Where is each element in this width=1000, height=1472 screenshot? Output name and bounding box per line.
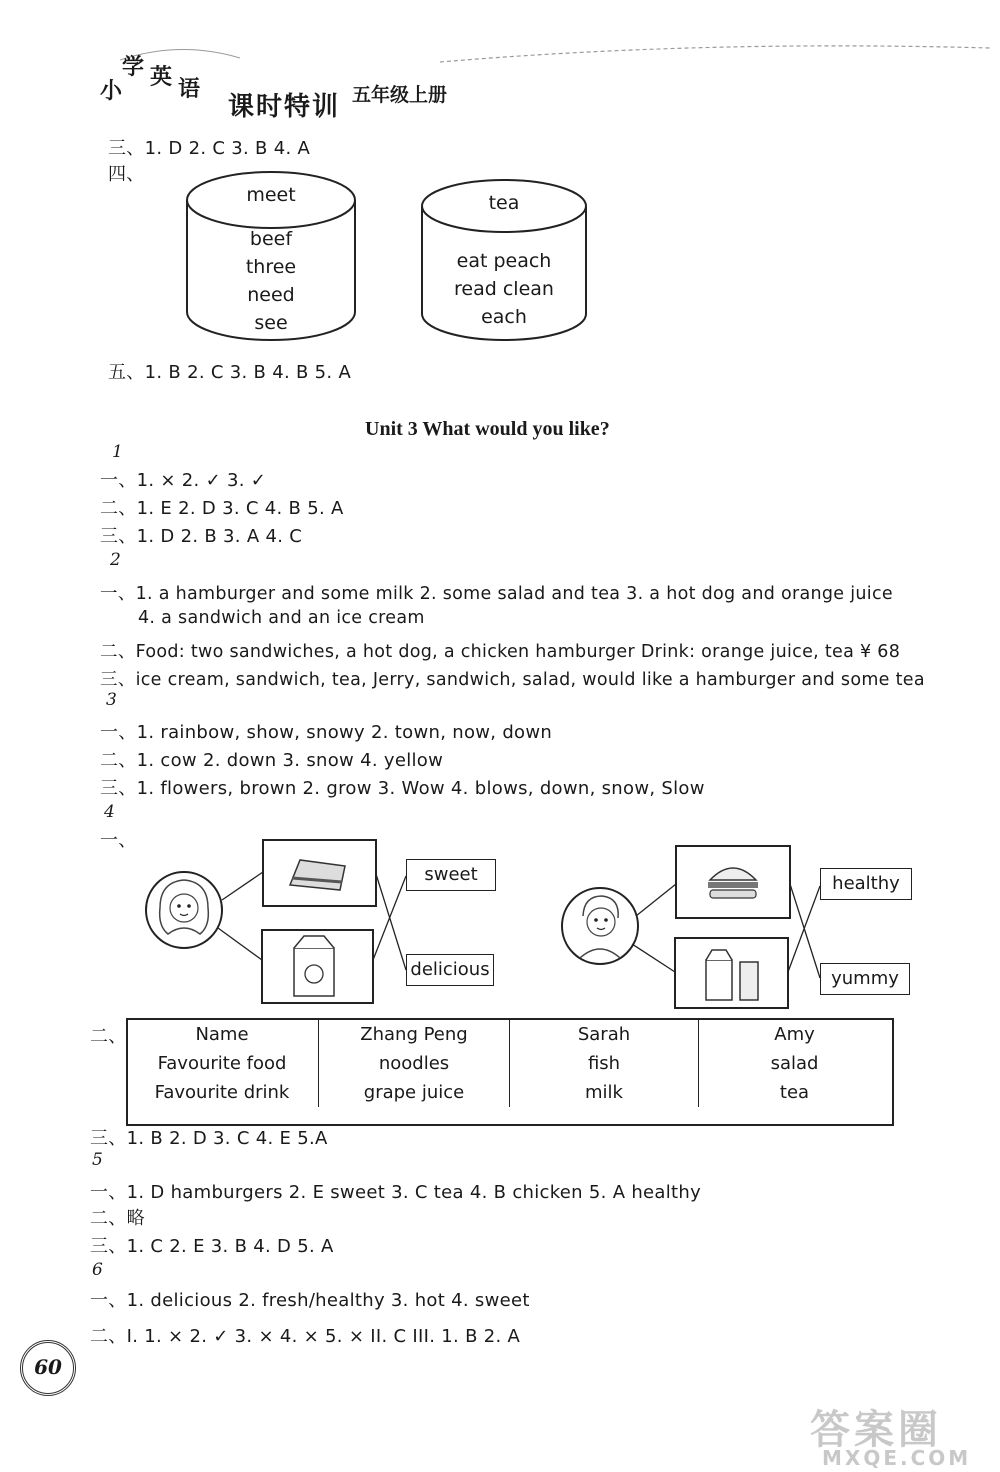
watermark-url: MXQE.COM <box>822 1446 972 1470</box>
answer-line: 4. a sandwich and an ice cream <box>138 608 425 628</box>
word-box-healthy: healthy <box>820 868 912 900</box>
table-cell: Favourite drink <box>154 1082 290 1103</box>
table-cell: Favourite food <box>157 1053 287 1074</box>
section-number: 3 <box>106 690 117 710</box>
answer-line: 二、略 <box>90 1208 145 1229</box>
header-series-char: 语 <box>178 76 201 102</box>
answer-line: 一、1. × 2. ✓ 3. ✓ <box>100 470 267 491</box>
section-label: 一、 <box>100 830 137 851</box>
section-number: 2 <box>110 550 121 570</box>
favourites-table <box>126 1020 890 1107</box>
section-number: 6 <box>92 1260 103 1280</box>
cylinder-word: eat peach <box>456 250 552 272</box>
header-grade: 五年级上册 <box>352 84 448 106</box>
header-series-char: 小 <box>100 78 123 104</box>
answer-line: 一、1. rainbow, show, snowy 2. town, now, down <box>100 722 553 743</box>
answer-line: 五、1. B 2. C 3. B 4. B 5. A <box>108 362 352 383</box>
table-cell: grape juice <box>319 1078 510 1107</box>
section-number: 4 <box>104 802 115 822</box>
word-box-yummy: yummy <box>820 963 910 995</box>
cylinder-head-word: meet <box>246 184 296 206</box>
answer-line: 一、1. a hamburger and some milk 2. some salad and tea 3. a hot dog and orange juice <box>100 584 893 604</box>
table-cell: Zhang Peng <box>319 1020 510 1049</box>
cylinder-word: each <box>481 306 527 328</box>
word-cylinder-meet <box>185 170 357 342</box>
sandwich-icon <box>290 860 345 890</box>
cylinder-word: read clean <box>454 278 554 300</box>
watermark-logo: 答案圈 <box>810 1407 942 1453</box>
page-number: 60 <box>20 1340 76 1396</box>
answer-line: 三、1. flowers, brown 2. grow 3. Wow 4. blows, down, snow, Slow <box>100 778 705 799</box>
answer-line: 三、1. D 2. C 3. B 4. A <box>108 138 311 159</box>
answer-line: 二、1. E 2. D 3. C 4. B 5. A <box>100 498 344 519</box>
juice-carton-icon <box>294 936 334 996</box>
table-row <box>126 1049 890 1078</box>
cylinder-head-word: tea <box>488 192 520 214</box>
answer-line: 二、1. cow 2. down 3. snow 4. yellow <box>100 750 444 771</box>
table-cell: Amy <box>699 1020 891 1049</box>
answer-line: 三、1. D 2. B 3. A 4. C <box>100 526 303 547</box>
word-box-delicious: delicious <box>406 954 494 986</box>
unit-title: Unit 3 What would you like? <box>365 418 610 440</box>
answer-line: 二、Food: two sandwiches, a hot dog, a chicken hamburger Drink: orange juice, tea ¥ 68 <box>100 642 901 662</box>
answer-line: 三、ice cream, sandwich, tea, Jerry, sandwich, salad, would like a hamburger and some tea <box>100 670 925 690</box>
word-box-sweet: sweet <box>406 859 496 891</box>
table-cell: noodles <box>319 1049 510 1078</box>
table-row <box>126 1020 890 1049</box>
table-cell: fish <box>510 1049 699 1078</box>
header-series-char: 英 <box>150 64 173 90</box>
word-cylinder-tea <box>420 178 588 343</box>
header-series-char: 学 <box>122 54 145 80</box>
table-row <box>126 1078 890 1107</box>
table-cell: Name <box>195 1024 249 1045</box>
table-cell: tea <box>699 1078 891 1107</box>
answer-line: 一、1. delicious 2. fresh/healthy 3. hot 4. sweet <box>90 1290 530 1311</box>
cylinder-word: three <box>245 256 297 278</box>
cylinder-word: beef <box>249 228 293 250</box>
section-label: 二、 <box>90 1026 127 1047</box>
section-number: 5 <box>92 1150 103 1170</box>
cylinder-word: see <box>254 312 288 334</box>
table-cell: salad <box>699 1049 891 1078</box>
cylinder-word: need <box>247 284 295 306</box>
table-cell: Sarah <box>510 1020 699 1049</box>
section-label: 四、 <box>108 164 145 185</box>
answer-line: 三、1. C 2. E 3. B 4. D 5. A <box>90 1236 334 1257</box>
answer-line: 一、1. D hamburgers 2. E sweet 3. C tea 4. B chicken 5. A healthy <box>90 1182 702 1203</box>
table-cell: milk <box>510 1078 699 1107</box>
answer-line: 三、1. B 2. D 3. C 4. E 5.A <box>90 1128 328 1149</box>
header-title: 课时特训 <box>228 92 341 122</box>
answer-line: 二、I. 1. × 2. ✓ 3. × 4. × 5. × II. C III. 1. B 2. A <box>90 1326 521 1347</box>
boy-avatar <box>562 888 638 964</box>
section-number: 1 <box>112 442 123 462</box>
girl-avatar <box>146 872 222 948</box>
